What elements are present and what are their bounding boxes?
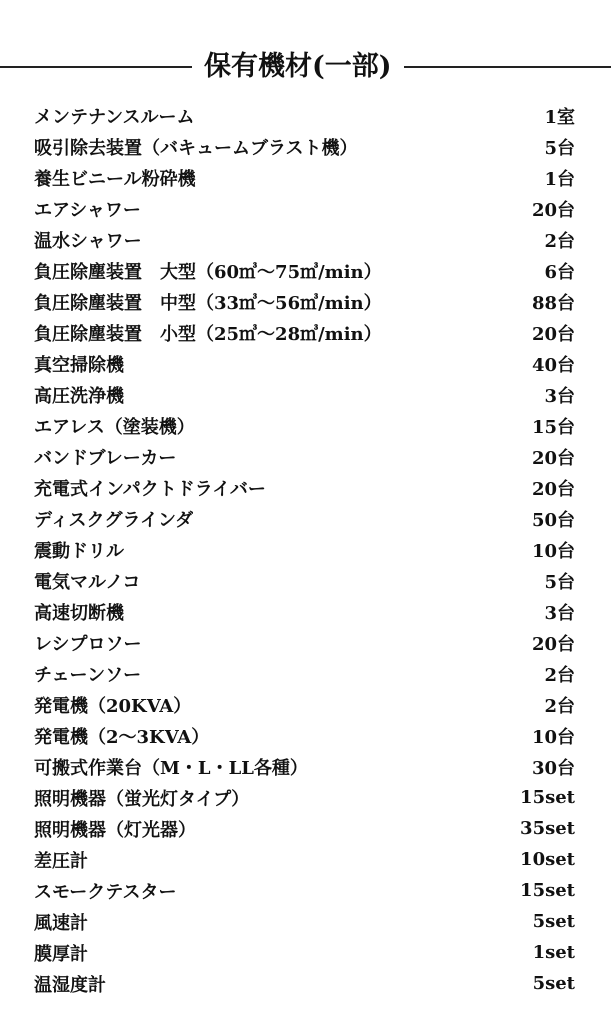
list-item bbox=[34, 813, 575, 844]
equipment-name: バンドブレーカー bbox=[34, 447, 177, 469]
equipment-quantity: 50台 bbox=[531, 509, 575, 531]
heading-rule-right bbox=[404, 66, 611, 68]
list-item bbox=[34, 379, 575, 410]
equipment-quantity: 2台 bbox=[544, 230, 575, 252]
equipment-quantity: 6台 bbox=[544, 261, 575, 283]
equipment-quantity: 88台 bbox=[531, 292, 575, 314]
equipment-quantity: 5台 bbox=[544, 571, 575, 593]
equipment-quantity: 20台 bbox=[531, 478, 575, 500]
equipment-name: 電気マルノコ bbox=[34, 571, 141, 593]
equipment-quantity: 2台 bbox=[544, 695, 575, 717]
equipment-quantity: 20台 bbox=[531, 323, 575, 345]
equipment-name: 負圧除塵装置 中型（33㎥～56㎥/min） bbox=[34, 292, 382, 314]
equipment-name: 吸引除去装置（バキュームブラスト機） bbox=[34, 137, 358, 159]
equipment-name: 充電式インパクトドライバー bbox=[34, 478, 266, 500]
equipment-quantity: 1台 bbox=[544, 168, 575, 190]
equipment-quantity: 35set bbox=[520, 818, 575, 839]
list-item bbox=[34, 224, 575, 255]
list-item bbox=[34, 782, 575, 813]
equipment-name: 発電機（20KVA） bbox=[34, 695, 192, 717]
equipment-name: 震動ドリル bbox=[34, 540, 124, 562]
equipment-name: ディスクグラインダ bbox=[34, 509, 194, 531]
list-item bbox=[34, 906, 575, 937]
list-item bbox=[34, 844, 575, 875]
list-item bbox=[34, 968, 575, 999]
equipment-name: 照明機器（蛍光灯タイプ） bbox=[34, 788, 250, 810]
list-item bbox=[34, 534, 575, 565]
equipment-name: メンテナンスルーム bbox=[34, 106, 195, 128]
equipment-quantity: 40台 bbox=[531, 354, 575, 376]
list-item bbox=[34, 131, 575, 162]
equipment-quantity: 20台 bbox=[531, 447, 575, 469]
list-item bbox=[34, 875, 575, 906]
list-item bbox=[34, 162, 575, 193]
page-title: 保有機材(一部) bbox=[204, 51, 392, 82]
equipment-name: 照明機器（灯光器） bbox=[34, 819, 196, 841]
equipment-name: 養生ビニール粉砕機 bbox=[34, 168, 196, 190]
equipment-quantity: 10台 bbox=[531, 540, 575, 562]
equipment-name: 発電機（2～3KVA） bbox=[34, 726, 210, 748]
equipment-name: 高速切断機 bbox=[34, 602, 124, 624]
equipment-name: エアシャワー bbox=[34, 199, 141, 221]
list-item bbox=[34, 193, 575, 224]
equipment-name: 負圧除塵装置 小型（25㎥～28㎥/min） bbox=[34, 323, 382, 345]
list-item bbox=[34, 751, 575, 782]
equipment-name: スモークテスター bbox=[34, 881, 177, 903]
list-item bbox=[34, 317, 575, 348]
equipment-quantity: 20台 bbox=[531, 199, 575, 221]
equipment-list bbox=[34, 100, 575, 999]
list-item bbox=[34, 503, 575, 534]
list-item bbox=[34, 441, 575, 472]
equipment-quantity: 15set bbox=[520, 787, 575, 808]
list-item bbox=[34, 596, 575, 627]
equipment-name: 差圧計 bbox=[34, 850, 88, 872]
equipment-name: 膜厚計 bbox=[34, 943, 88, 965]
equipment-quantity: 15set bbox=[520, 880, 575, 901]
equipment-name: 温水シャワー bbox=[34, 230, 142, 252]
equipment-name: 高圧洗浄機 bbox=[34, 385, 124, 407]
equipment-quantity: 15台 bbox=[531, 416, 575, 438]
equipment-name: 真空掃除機 bbox=[34, 354, 124, 376]
equipment-name: 負圧除塵装置 大型（60㎥～75㎥/min） bbox=[34, 261, 382, 283]
equipment-quantity: 1set bbox=[532, 942, 575, 963]
list-item bbox=[34, 720, 575, 751]
equipment-quantity: 1室 bbox=[544, 106, 575, 128]
equipment-quantity: 20台 bbox=[531, 633, 575, 655]
equipment-quantity: 5set bbox=[532, 973, 575, 994]
equipment-quantity: 10台 bbox=[531, 726, 575, 748]
list-item bbox=[34, 286, 575, 317]
list-item bbox=[34, 627, 575, 658]
equipment-name: チェーンソー bbox=[34, 664, 142, 686]
list-item bbox=[34, 565, 575, 596]
equipment-name: 温湿度計 bbox=[34, 974, 106, 996]
equipment-name: レシプロソー bbox=[34, 633, 142, 655]
list-item bbox=[34, 658, 575, 689]
equipment-quantity: 5set bbox=[532, 911, 575, 932]
equipment-name: エアレス（塗装機） bbox=[34, 416, 195, 438]
heading-rule-left bbox=[0, 66, 192, 68]
list-item bbox=[34, 410, 575, 441]
section-heading bbox=[0, 42, 611, 92]
equipment-quantity: 2台 bbox=[544, 664, 575, 686]
list-item bbox=[34, 472, 575, 503]
equipment-quantity: 5台 bbox=[544, 137, 575, 159]
equipment-quantity: 3台 bbox=[544, 385, 575, 407]
equipment-name: 可搬式作業台（M・L・LL各種） bbox=[34, 757, 308, 779]
equipment-quantity: 3台 bbox=[544, 602, 575, 624]
equipment-quantity: 30台 bbox=[531, 757, 575, 779]
list-item bbox=[34, 348, 575, 379]
list-item bbox=[34, 100, 575, 131]
list-item bbox=[34, 689, 575, 720]
list-item bbox=[34, 937, 575, 968]
list-item bbox=[34, 255, 575, 286]
equipment-name: 風速計 bbox=[34, 912, 88, 934]
equipment-quantity: 10set bbox=[520, 849, 575, 870]
